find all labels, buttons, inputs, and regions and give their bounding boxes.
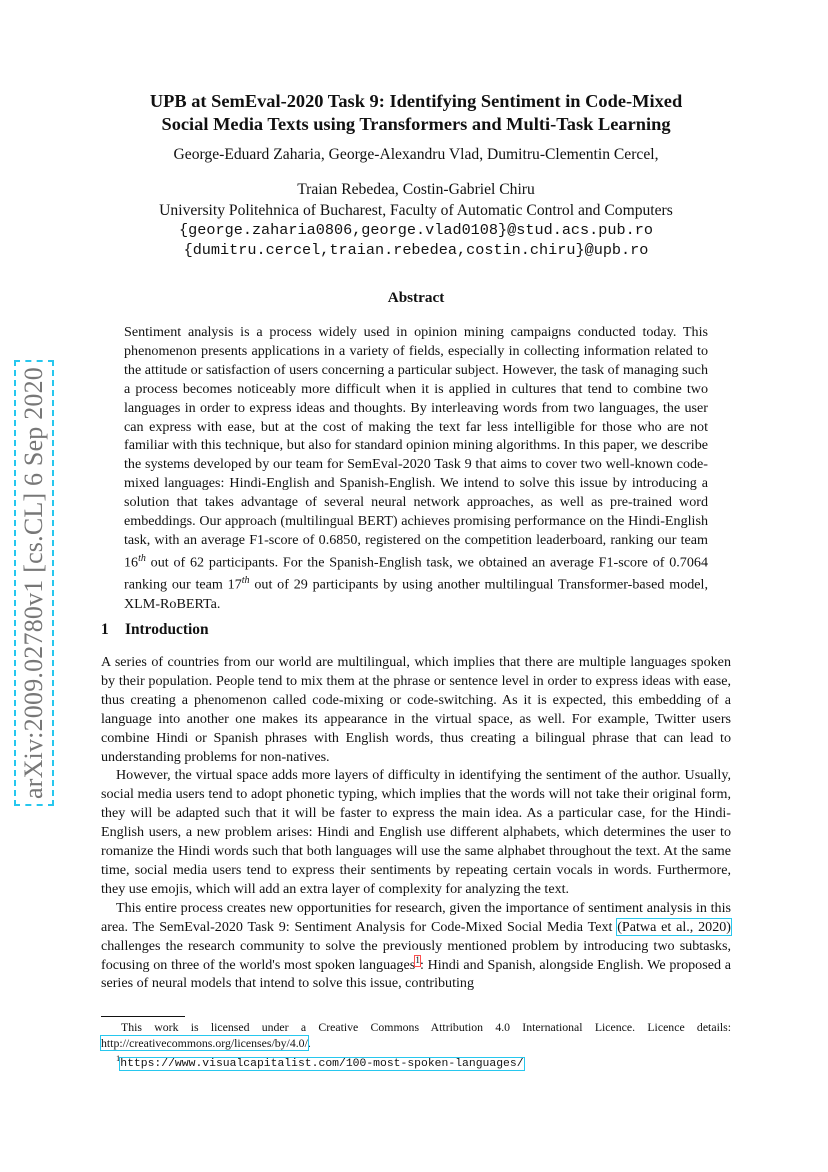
section-heading bbox=[101, 621, 209, 639]
license-footnote bbox=[101, 1020, 731, 1051]
license-end: . bbox=[307, 1035, 311, 1050]
abstract-sup-1: th bbox=[138, 552, 146, 564]
section-number: 1 bbox=[101, 621, 109, 638]
introduction-body bbox=[101, 653, 731, 993]
intro-p3-text-b: challenges the research community to solve the previously mentioned problem by introducing two subtasks, focusing on three of the world's most spoken languages bbox=[101, 937, 731, 973]
emails-line-1: {george.zaharia0806,george.vlad0108}@stud.acs.pub.ro bbox=[179, 221, 653, 239]
arxiv-side-stamp[interactable] bbox=[14, 345, 54, 820]
paper-title bbox=[101, 90, 731, 136]
intro-paragraph-3 bbox=[101, 899, 731, 994]
intro-paragraph-1: A series of countries from our world are multilingual, which implies that there are multiple languages spoken by their population. People tend to mix them at the phrase or sentence level in order to express ideas with ease, thus creating a phenomenon called code-mixing or code-switching. As it is expected, this embedding of a language into another one makes its appearance in the virtual space, as well. For example, Twitter users combine Hindi or Spanish phrases with English words, thus creating a bilingual phrase that can lead to understanding problems for non-natives. bbox=[101, 654, 731, 765]
citation-link[interactable]: (Patwa et al., 2020) bbox=[617, 918, 731, 935]
abstract-text-2: out of 62 participants. For the Spanish-English task, we obtained an average F1-score of 0.7064 ranking our team 17 bbox=[124, 554, 708, 594]
abstract-sup-2: th bbox=[241, 575, 250, 587]
abstract-heading: Abstract bbox=[387, 289, 445, 306]
license-text: This work is licensed under a Creative Commons Attribution 4.0 International Licence. Licence details: bbox=[121, 1020, 731, 1034]
footnote-1-url-link[interactable]: https://www.visualcapitalist.com/100-most-spoken-languages/ bbox=[120, 1057, 524, 1070]
footnote-1-mark: 1 bbox=[116, 1053, 121, 1063]
abstract-body bbox=[124, 323, 708, 614]
title-line-1: UPB at SemEval-2020 Task 9: Identifying Sentiment in Code-Mixed bbox=[149, 91, 683, 111]
footnote-divider bbox=[101, 1016, 185, 1017]
license-url-link[interactable]: http://creativecommons.org/licenses/by/4.0/ bbox=[101, 1035, 308, 1050]
title-line-2: Social Media Texts using Transformers and Multi-Task Learning bbox=[161, 114, 671, 134]
authors-line-1: George-Eduard Zaharia, George-Alexandru Vlad, Dumitru-Clementin Cercel, bbox=[173, 146, 659, 163]
arxiv-identifier[interactable]: arXiv:2009.02780v1 [cs.CL] 6 Sep 2020 bbox=[19, 366, 48, 799]
intro-p3-text-a: This entire process creates new opportunities for research, given the importance of sentiment analysis in this area. The SemEval-2020 Task 9: Sentiment Analysis for Code-Mixed Social Media Text bbox=[101, 899, 731, 935]
authors-line-2: Traian Rebedea, Costin-Gabriel Chiru bbox=[297, 181, 535, 198]
abstract-text-1: Sentiment analysis is a process widely used in opinion mining campaigns conducted today. This phenomenon presents applications in a variety of fields, especially in collecting information related to the attitude or satisfaction of users concerning a particular subject. However, the task of managing such a process becomes noticeably more difficult when it is applied in cultures that tend to combine two languages in order to express ideas and thoughts. By interleaving words from two languages, the user can express with ease, but at the cost of making the text far less intelligible for those who are not familiar with this technique, but also for standard opinion mining algorithms. In this paper, we describe the systems developed by our team for SemEval-2020 Task 9 that aims to cover two well-known code-mixed languages: Hindi-English and Spanish-English. We intend to solve this issue by introducing a solution that takes advantage of several neural network approaches, as well as pre-trained word embeddings. Our approach (multilingual BERT) achieves promising performance on the Hindi-English task, with an average F1-score of 0.6850, registered on the competition leaderboard, ranking our team 16 bbox=[124, 324, 708, 571]
emails-line-2: {dumitru.cercel,traian.rebedea,costin.chiru}@upb.ro bbox=[183, 241, 649, 259]
intro-paragraph-2: However, the virtual space adds more layers of difficulty in identifying the sentiment of the author. Usually, social media users tend to adopt phonetic typing, which implies that the words will not take their original form, they will be adapted such that it will be faster to express the main idea. As a particular case, for the Hindi-English users, a new problem arises: Hindi and English use different alphabets, which determines the user to romanize the Hindi words such that both languages will use the same alphabet throughout the text. At the same time, social media users tend to express their sentiments by repeating certain vocals in words. Furthermore, they use emojis, which will add an extra layer of complexity for analyzing the text. bbox=[101, 767, 731, 897]
section-title: Introduction bbox=[125, 621, 209, 638]
affiliation: University Politehnica of Bucharest, Faculty of Automatic Control and Computers bbox=[159, 202, 673, 219]
footnote-1 bbox=[101, 1051, 731, 1072]
footnote-ref-link[interactable]: 1 bbox=[415, 955, 420, 966]
intro-p3-text-c: : Hindi and Spanish, alongside English. We proposed a series of neural models that intend to solve this issue, contributing bbox=[101, 956, 731, 992]
abstract-paragraph bbox=[124, 323, 708, 614]
abstract-text-3: out of 29 participants by using another multilingual Transformer-based model, XLM-RoBERTa. bbox=[124, 577, 708, 613]
